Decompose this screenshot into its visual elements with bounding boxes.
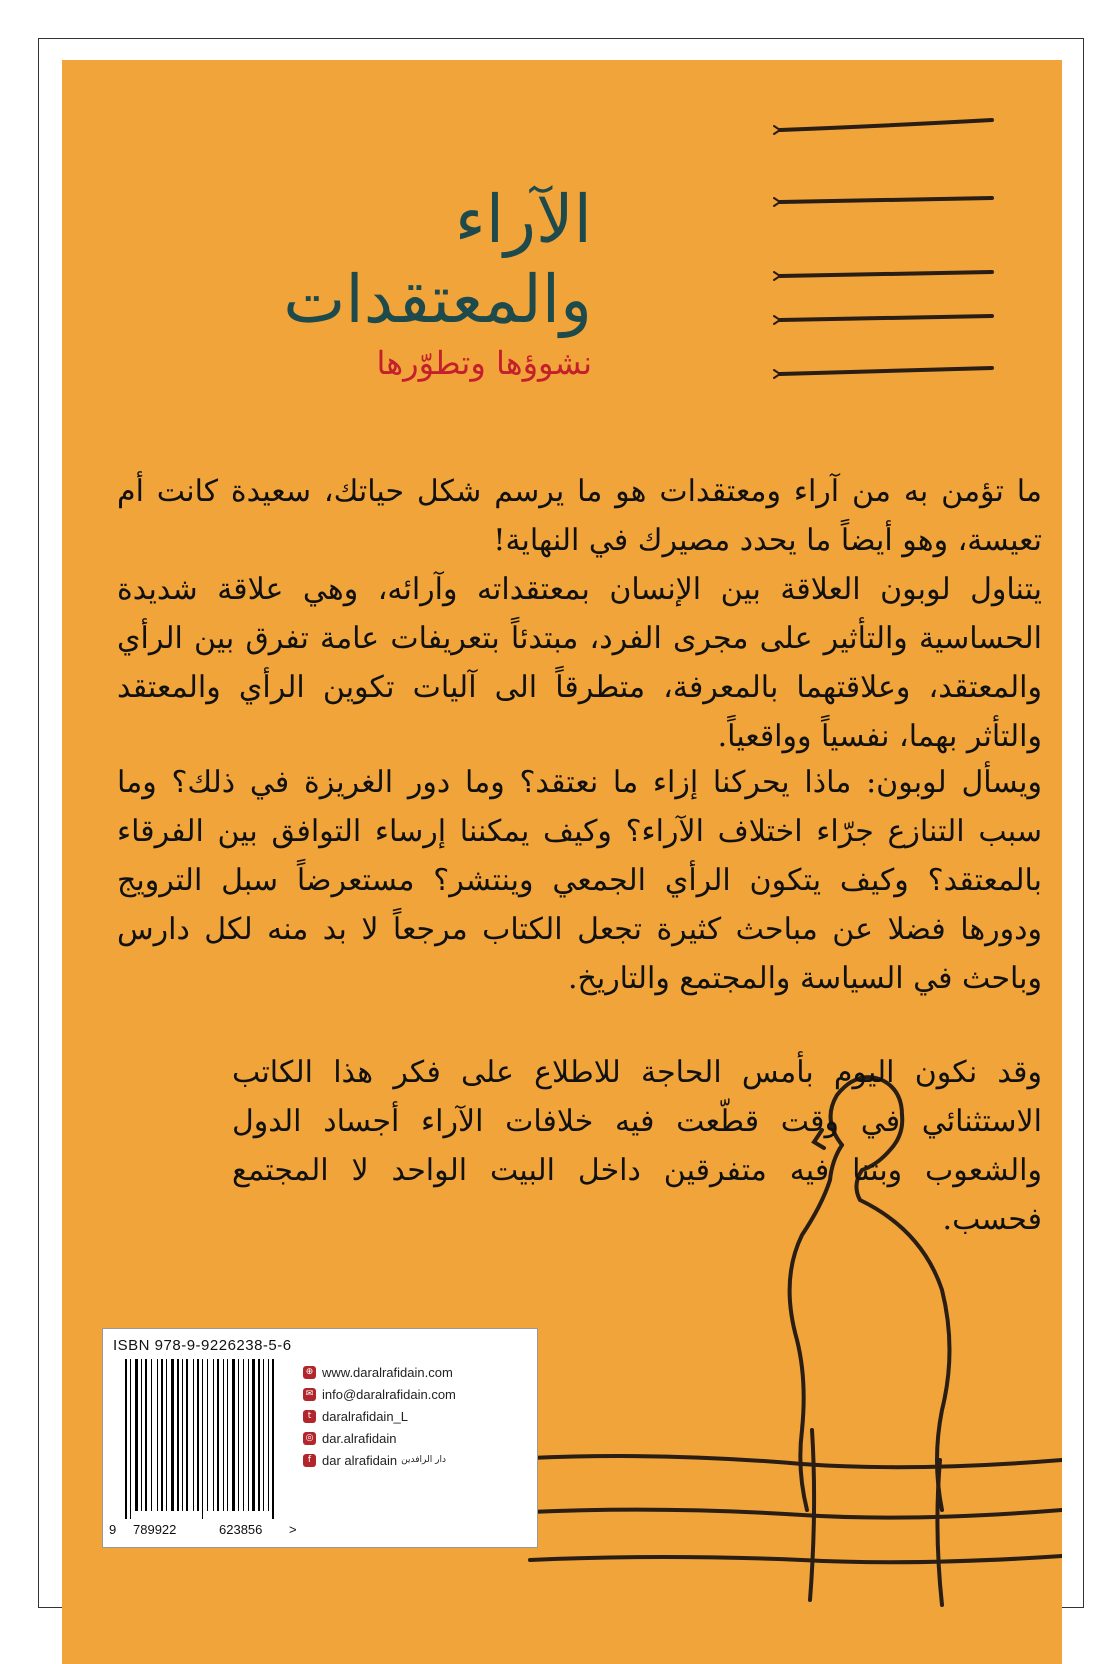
barcode-bar (252, 1359, 255, 1511)
rope-strand (780, 120, 992, 130)
publisher-contacts (303, 1361, 533, 1471)
barcode-bar (227, 1359, 228, 1511)
contact-website[interactable] (303, 1361, 533, 1383)
barcode-bar (197, 1359, 199, 1511)
barcode-bar (223, 1359, 224, 1511)
blurb-paragraph-1: ما تؤمن به من آراء ومعتقدات هو ما يرسم شكل حياتك، سعيدة كانت أم تعيسة، وهو أيضاً ما يحدد مصيرك في النهاية! (117, 474, 1042, 558)
barcode-bar (125, 1359, 127, 1519)
blurb-paragraph-2: يتناول لوبون العلاقة بين الإنسان بمعتقداته وآرائه، وهي علاقة شديدة الحساسية والتأثير على مجرى الفرد، مبتدئاً بتعريفات عامة تفرق بين الرأي والمعتقد، وعلاقتهما بالمعرفة، متطرقاً الى آليات تكوين الرأي والمعتقد والتأثر بهما، نفسياً وواقعياً. (117, 572, 1042, 754)
barcode-bar (151, 1359, 152, 1511)
barcode-bar (248, 1359, 249, 1511)
barcode-bar (171, 1359, 174, 1511)
barcode-bar (161, 1359, 163, 1511)
barcode-bar (177, 1359, 179, 1511)
contact-text: dar alrafidain (322, 1452, 398, 1468)
barcode-end-mark: > (289, 1522, 297, 1537)
barcode-bar (182, 1359, 183, 1511)
barcode-right-digits: 623856 (219, 1522, 263, 1537)
rope-strand (780, 198, 992, 202)
barcode-bar (232, 1359, 235, 1511)
blurb-paragraph-4: وقد نكون اليوم بأمس الحاجة للاطلاع على فكر هذا الكاتب الاستثنائي في وقت قطّعت فيه خلافات الآراء أجساد الدول والشعوب وبتنا فيه متفرقين داخل البيت الواحد لا المجتمع فحسب. (232, 1055, 1042, 1237)
barcode-bar (268, 1359, 269, 1511)
barcode-bar (213, 1359, 214, 1511)
barcode-graphic (111, 1359, 296, 1519)
barcode-bar (193, 1359, 194, 1511)
barcode-bar (258, 1359, 260, 1511)
book-subtitle: نشوؤها وتطوّرها (376, 344, 592, 382)
barcode-bar (202, 1359, 203, 1519)
barcode-bar (243, 1359, 244, 1511)
twitter-icon: t (303, 1410, 316, 1423)
barcode-bar (141, 1359, 142, 1511)
contact-instagram[interactable] (303, 1427, 533, 1449)
book-title-line-1: الآراء (454, 181, 592, 258)
contact-arabic-text: دار الرافدين (401, 1455, 446, 1465)
contact-facebook[interactable] (303, 1449, 533, 1471)
contact-text: info@daralrafidain.com (322, 1386, 456, 1402)
blurb-paragraph-3: ويسأل لوبون: ماذا يحركنا إزاء ما نعتقد؟ وما دور الغريزة في ذلك؟ وما سبب التنازع جرّاء اختلاف الآراء؟ وكيف يمكننا إرساء التوافق بين الفرقاء بالمعتقد؟ وكيف يتكون الرأي الجمعي وينتشر؟ مستعرضاً سبل الترويج ودورها فضلا عن مباحث كثيرة تجعل الكتاب مرجعاً لا بد منه لكل دارس وباحث في السياسة والمجتمع والتاريخ. (117, 765, 1042, 996)
barcode-bar (186, 1359, 188, 1511)
barcode-bar (157, 1359, 158, 1511)
contact-twitter[interactable] (303, 1405, 533, 1427)
barcode-left-digits: 789922 (133, 1522, 177, 1537)
contact-text: www.daralrafidain.com (322, 1364, 453, 1380)
barcode-bar (145, 1359, 147, 1511)
rope-strand (780, 368, 992, 374)
instagram-icon: ◎ (303, 1432, 316, 1445)
barcode-bar (166, 1359, 167, 1511)
contact-text: dar.alrafidain (322, 1430, 397, 1446)
book-title-block (283, 180, 592, 382)
barcode-first-digit: 9 (109, 1522, 117, 1537)
contact-email[interactable] (303, 1383, 533, 1405)
barcode-bar (207, 1359, 208, 1511)
book-title-line-2: والمعتقدات (283, 261, 592, 338)
contact-text: daralrafidain_L (322, 1408, 409, 1424)
rope-strand (780, 316, 992, 320)
barcode-bar (272, 1359, 274, 1519)
barcode-bar (263, 1359, 264, 1511)
mail-icon: ✉ (303, 1388, 316, 1401)
barcode-bar (217, 1359, 219, 1511)
barcode-label (102, 1328, 538, 1548)
barcode-bar (135, 1359, 138, 1511)
facebook-icon: f (303, 1454, 316, 1467)
rope-strand (780, 272, 992, 276)
barcode-bar (238, 1359, 239, 1511)
barcode-bar (130, 1359, 131, 1519)
isbn-text: ISBN 978-9-9226238-5-6 (113, 1337, 292, 1354)
web-icon: ⊕ (303, 1366, 316, 1379)
